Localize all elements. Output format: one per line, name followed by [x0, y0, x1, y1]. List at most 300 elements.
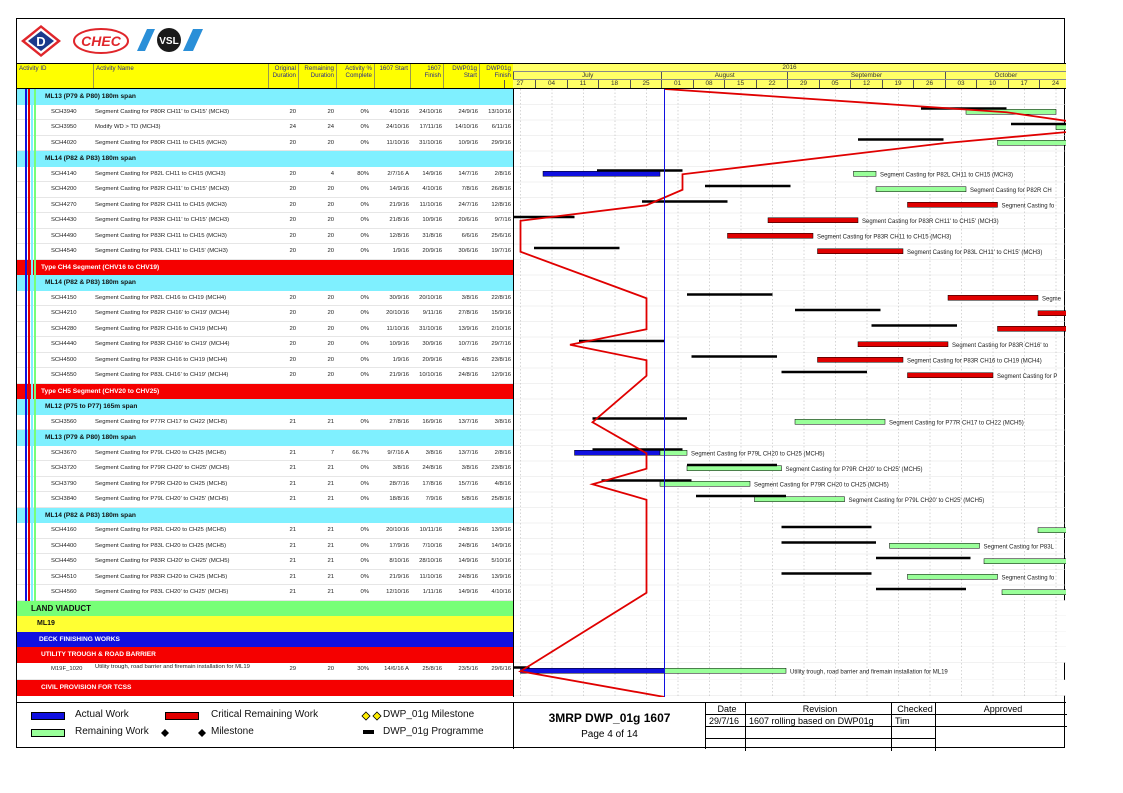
cell-dwp-start: 3/8/16 — [461, 465, 478, 471]
cell-dwp-finish: 9/7/16 — [494, 217, 511, 223]
remaining-work-bar — [984, 559, 1066, 564]
legend-milestone-dwp-label: DWP_01g Milestone — [383, 709, 475, 720]
activity-row[interactable] — [17, 167, 513, 183]
timeline-week: 29 — [787, 80, 819, 88]
cell-1607-finish: 30/9/16 — [422, 341, 442, 347]
group-header[interactable]: ML14 (P82 & P83) 180m span — [17, 151, 513, 167]
svg-text:CHEC: CHEC — [81, 33, 121, 49]
cell-activity-name: Segment Casting for P77R CH17 to CH22 (MCH5) — [95, 418, 228, 425]
cell-1607-finish: 20/9/16 — [422, 248, 442, 254]
cell-dwp-finish: 25/6/16 — [491, 232, 511, 239]
cell-activity-name: Segment Casting for P83L CH16' to CH19' (MCH4) — [95, 372, 229, 378]
rev-revision-header: Revision — [746, 703, 892, 715]
cell-activity-id: SCH4150 — [51, 294, 77, 301]
activity-row[interactable] — [17, 337, 513, 353]
cell-dwp-finish: 12/8/16 — [491, 201, 511, 208]
cell-activity-id: SCH4540 — [51, 248, 77, 254]
cell-activity-pct: 0% — [360, 356, 369, 363]
activity-row[interactable] — [17, 198, 513, 214]
activity-row[interactable] — [17, 539, 513, 555]
cell-original-duration: 20 — [289, 341, 296, 347]
cell-dwp-finish: 13/9/16 — [491, 527, 511, 533]
activity-row[interactable] — [17, 492, 513, 508]
group-header[interactable]: DECK FINISHING WORKS — [17, 632, 513, 648]
cell-activity-name: Segment Casting for P82R CH16' to CH19' (MCH4) — [95, 310, 230, 316]
bar-label: Segment Casting for P83R CH11' to CH15' (MCH3) — [862, 218, 999, 225]
rev-date-value: 29/7/16 — [706, 715, 746, 727]
cell-original-duration: 21 — [289, 496, 296, 502]
rev-empty-6 — [892, 739, 936, 751]
cell-1607-start: 30/9/16 — [389, 294, 409, 301]
chec-logo — [73, 27, 129, 55]
cell-dwp-start: 10/9/16 — [458, 139, 478, 146]
activity-row[interactable] — [17, 229, 513, 245]
rev-checked-value: Tim — [892, 715, 936, 727]
cell-activity-pct: 0% — [360, 248, 369, 254]
rev-empty-5 — [746, 739, 892, 751]
cell-original-duration: 20 — [289, 325, 296, 332]
dwp-programme-bar — [876, 588, 966, 591]
activity-row[interactable] — [17, 136, 513, 152]
bar-label: Segment Casting for P79L CH20 to CH25 (MCH5) — [691, 451, 825, 458]
bar-label: Segment Casting for P — [997, 373, 1058, 380]
cell-remaining-duration: 20 — [327, 201, 334, 208]
bar-label: Segment Casting for P77R CH17 to CH22 (MCH5) — [889, 420, 1024, 427]
cell-1607-finish: 9/11/16 — [422, 310, 442, 316]
bar-label: Segment Casting for P79L CH20' to CH25' (MCH5) — [848, 497, 985, 504]
cell-dwp-finish: 23/8/16 — [491, 465, 511, 471]
cell-dwp-start: 4/8/16 — [461, 356, 478, 363]
cell-activity-id: SCH4550 — [51, 372, 77, 378]
cell-1607-finish: 31/8/16 — [422, 232, 442, 239]
group-header[interactable]: UTILITY TROUGH & ROAD BARRIER — [17, 647, 513, 663]
cell-dwp-start: 14/7/16 — [458, 170, 478, 177]
cell-activity-name: Utility trough, road barrier and firemain installation for ML19 — [95, 663, 250, 670]
cell-activity-pct: 0% — [360, 480, 369, 487]
gantt-band — [514, 647, 1066, 663]
cell-activity-id: SCH4450 — [51, 558, 77, 564]
cell-1607-start: 21/9/16 — [389, 573, 409, 580]
cell-dwp-finish: 25/8/16 — [491, 496, 511, 502]
cell-activity-name: Segment Casting for P83R CH16' to CH19' (MCH4) — [95, 341, 230, 347]
cell-activity-pct: 0% — [360, 372, 369, 378]
cell-dwp-finish: 23/8/16 — [491, 356, 511, 363]
dwp-programme-bar — [705, 185, 791, 188]
cell-dwp-start: 24/9/16 — [458, 108, 478, 115]
activity-row[interactable] — [17, 446, 513, 462]
cell-activity-id: SCH3940 — [51, 108, 77, 115]
remaining-diamond-icon — [160, 728, 170, 738]
legend-milestone-label: Milestone — [211, 726, 254, 737]
activity-row[interactable] — [17, 663, 513, 681]
timeline-week: 05 — [819, 80, 851, 88]
remaining-work-bar — [687, 466, 782, 471]
cell-1607-finish: 20/9/16 — [422, 356, 442, 363]
cell-1607-finish: 10/9/16 — [422, 217, 442, 223]
cell-remaining-duration: 21 — [327, 558, 334, 564]
cell-1607-finish: 11/10/16 — [419, 201, 442, 208]
dwp-programme-bar — [602, 479, 692, 482]
group-header[interactable]: ML14 (P82 & P83) 180m span — [17, 508, 513, 524]
col-activity-pct[interactable]: Activity % Complete — [336, 64, 374, 88]
cell-1607-start: 2/7/16 A — [387, 170, 409, 177]
activity-row[interactable] — [17, 322, 513, 338]
group-header[interactable]: Type CH4 Segment (CHV16 to CHV19) — [17, 260, 513, 276]
critical-work-bar — [768, 218, 858, 223]
cell-activity-name: Segment Casting for P82R CH11' to CH15' (MCH3) — [95, 186, 230, 192]
activity-row[interactable] — [17, 105, 513, 121]
activity-row[interactable] — [17, 244, 513, 260]
cell-original-duration: 20 — [289, 372, 296, 378]
cell-1607-start: 9/7/16 A — [387, 449, 409, 456]
cell-1607-start: 4/10/16 — [389, 108, 409, 115]
dwp-programme-bar — [597, 169, 683, 172]
timeline-header — [513, 63, 1066, 89]
cell-activity-id: SCH4500 — [51, 356, 77, 363]
cell-dwp-finish: 29/7/16 — [491, 341, 511, 347]
remaining-work-bar — [998, 140, 1067, 145]
cell-activity-pct: 0% — [360, 217, 369, 223]
col-dwp-finish[interactable]: DWP01g Finish — [479, 64, 513, 88]
cell-activity-name: Segment Casting for P83R CH20' to CH25' (MCH5) — [95, 558, 230, 564]
legend-and-title-block — [17, 702, 1066, 749]
timeline-month: October — [945, 72, 1066, 79]
rev-revision-value: 1607 rolling based on DWP01g — [746, 715, 892, 727]
cell-dwp-finish: 3/8/16 — [494, 418, 511, 425]
cell-activity-pct: 80% — [357, 170, 369, 177]
cell-remaining-duration: 20 — [327, 372, 334, 378]
group-header[interactable]: LAND VIADUCT — [17, 601, 513, 617]
cell-original-duration: 20 — [289, 186, 296, 192]
cell-dwp-finish: 14/9/16 — [491, 542, 511, 549]
cell-original-duration: 24 — [289, 124, 296, 130]
cell-activity-name: Segment Casting for P82L CH11 to CH15 (MCH3) — [95, 170, 226, 177]
cell-dwp-start: 30/6/16 — [458, 248, 478, 254]
cell-1607-start: 21/8/16 — [389, 217, 409, 223]
cell-dwp-start: 20/6/16 — [458, 217, 478, 223]
bar-label: Segment Casting for P83L CH11' to CH15' (MCH3) — [907, 249, 1043, 256]
remaining-work-bar — [665, 668, 787, 673]
cell-1607-start: 21/9/16 — [389, 201, 409, 208]
cell-dwp-start: 14/10/16 — [455, 124, 478, 130]
column-header — [17, 63, 513, 89]
cell-1607-start: 1/9/16 — [392, 356, 409, 363]
remaining-work-bar — [854, 171, 877, 176]
cell-remaining-duration: 21 — [327, 527, 334, 533]
svg-text:D: D — [36, 34, 46, 49]
dwp-programme-bar — [782, 371, 868, 374]
cell-original-duration: 20 — [289, 108, 296, 115]
bar-label: Segment Casting for P83R CH16 to CH19 (MCH4) — [907, 358, 1042, 365]
cell-dwp-start: 23/5/16 — [458, 665, 478, 672]
activity-row[interactable] — [17, 477, 513, 493]
cell-remaining-duration: 24 — [327, 124, 334, 130]
cell-remaining-duration: 20 — [327, 294, 334, 301]
bar-label: Segment Casting for P83L — [983, 544, 1054, 551]
cell-1607-finish: 20/10/16 — [419, 294, 442, 301]
critical-work-bar — [908, 202, 998, 207]
remaining-work-bar — [1056, 125, 1066, 130]
cell-original-duration: 20 — [289, 139, 296, 146]
cell-original-duration: 20 — [289, 170, 296, 177]
schedule-title: 3MRP DWP_01g 1607 — [548, 711, 671, 725]
title-block — [513, 703, 705, 749]
cell-1607-start: 10/9/16 — [389, 341, 409, 347]
cell-1607-start: 28/7/16 — [389, 480, 409, 487]
rev-approved-header: Approved — [936, 703, 1067, 715]
cell-1607-start: 14/9/16 — [389, 186, 409, 192]
timeline-week: 01 — [661, 80, 693, 88]
legend-remaining-swatch — [31, 729, 65, 737]
bar-label: Utility trough, road barrier and firemain installation for ML19 — [790, 669, 948, 676]
cell-activity-id: SCH3840 — [51, 496, 77, 502]
cell-original-duration: 21 — [289, 480, 296, 487]
rev-checked-header: Checked — [892, 703, 936, 715]
cell-activity-pct: 0% — [360, 589, 369, 595]
cell-original-duration: 21 — [289, 573, 296, 580]
cell-dwp-finish: 29/6/16 — [491, 665, 511, 672]
cell-dwp-finish: 26/8/16 — [491, 186, 511, 192]
cell-dwp-start: 14/9/16 — [458, 589, 478, 595]
wbs-band-stripe — [25, 89, 27, 601]
col-original-duration[interactable]: Original Duration — [268, 64, 298, 88]
timeline-week: 24 — [1039, 80, 1071, 88]
timeline-week: 25 — [630, 80, 662, 88]
cell-activity-id: SCH3670 — [51, 449, 77, 456]
cell-activity-name: Segment Casting for P83R CH20 to CH25 (MCH5) — [95, 573, 228, 580]
cell-activity-id: SCH4440 — [51, 341, 77, 347]
cell-activity-id: SCH4140 — [51, 170, 77, 177]
cell-1607-finish: 3/8/16 — [425, 449, 442, 456]
group-header[interactable]: ML12 (P75 to P77) 165m span — [17, 399, 513, 415]
activity-row[interactable] — [17, 368, 513, 384]
rev-approved-value — [936, 715, 1067, 727]
cell-dwp-start: 13/9/16 — [458, 325, 478, 332]
vsl-logo — [133, 25, 205, 55]
cell-dwp-start: 27/8/16 — [458, 310, 478, 316]
col-1607-finish[interactable]: 1607 Finish — [410, 64, 443, 88]
cell-remaining-duration: 21 — [327, 465, 334, 471]
timeline-week: 11 — [567, 80, 599, 88]
cell-activity-id: SCH4430 — [51, 217, 77, 223]
remaining-work-bar — [908, 574, 998, 579]
cell-dwp-finish: 2/8/16 — [494, 449, 511, 456]
timeline-week: 12 — [850, 80, 882, 88]
cell-activity-pct: 0% — [360, 558, 369, 564]
cell-activity-pct: 0% — [360, 341, 369, 347]
cell-1607-start: 20/10/16 — [386, 310, 409, 316]
critical-work-bar — [1038, 311, 1066, 316]
programme-bar-icon — [363, 730, 374, 734]
activity-row[interactable] — [17, 415, 513, 431]
legend-actual-swatch — [31, 712, 65, 720]
cell-1607-finish: 10/10/16 — [419, 372, 442, 378]
remaining-work-bar — [795, 419, 885, 424]
cell-activity-pct: 0% — [360, 325, 369, 332]
cell-remaining-duration: 20 — [327, 186, 334, 192]
dragages-logo — [21, 25, 61, 57]
timeline-month: July — [513, 72, 661, 79]
bar-label: Segment Casting for P83R CH11 to CH15 (MCH3) — [817, 234, 952, 241]
cell-activity-pct: 66.7% — [352, 449, 369, 456]
cell-1607-start: 24/10/16 — [386, 124, 409, 130]
cell-1607-start: 1/9/16 — [392, 248, 409, 254]
activity-row[interactable] — [17, 585, 513, 601]
cell-remaining-duration: 21 — [327, 480, 334, 487]
cell-activity-pct: 0% — [360, 542, 369, 549]
cell-remaining-duration: 20 — [327, 217, 334, 223]
cell-1607-finish: 17/11/16 — [419, 124, 442, 130]
activity-row[interactable] — [17, 461, 513, 477]
cell-activity-name: Segment Casting for P83L CH11' to CH15' (MCH3) — [95, 248, 228, 254]
cell-dwp-start: 24/8/16 — [458, 542, 478, 549]
cell-activity-id: SCH4200 — [51, 186, 77, 192]
cell-activity-pct: 0% — [360, 139, 369, 146]
bar-label: Segment Casting fo — [1001, 203, 1055, 210]
cell-activity-name: Segment Casting for P83R CH11 to CH15 (MCH3) — [95, 232, 227, 239]
cell-1607-start: 11/10/16 — [386, 325, 409, 332]
cell-1607-finish: 7/9/16 — [425, 496, 442, 502]
cell-activity-id: SCH4560 — [51, 589, 77, 595]
cell-activity-name: Modify WD > TD (MCH3) — [95, 124, 161, 130]
timeline-month: August — [661, 72, 787, 79]
cell-dwp-start: 3/8/16 — [461, 294, 478, 301]
cell-activity-name: Segment Casting for P83L CH20' to CH25' (MCH5) — [95, 589, 229, 595]
rev-empty-4 — [706, 739, 746, 751]
col-activity-id[interactable]: Activity ID — [19, 65, 47, 72]
activity-row[interactable] — [17, 120, 513, 136]
cell-activity-pct: 0% — [360, 232, 369, 239]
timeline-week: 08 — [693, 80, 725, 88]
timeline-week: 27 — [504, 80, 536, 88]
remaining-work-bar — [755, 497, 845, 502]
timeline-week: 26 — [913, 80, 945, 88]
activity-row[interactable] — [17, 554, 513, 570]
cell-1607-start: 27/8/16 — [389, 418, 409, 425]
cell-activity-pct: 0% — [360, 201, 369, 208]
cell-1607-start: 8/10/16 — [389, 558, 409, 564]
col-remaining-duration[interactable]: Remaining Duration — [298, 64, 336, 88]
dwp-programme-bar — [876, 557, 971, 560]
dwp-programme-bar — [593, 417, 688, 420]
cell-1607-finish: 25/8/16 — [422, 665, 442, 672]
cell-activity-name: Segment Casting for P83R CH16 to CH19 (MCH4) — [95, 356, 228, 363]
activity-row[interactable] — [17, 353, 513, 369]
cell-remaining-duration: 20 — [327, 232, 334, 239]
cell-activity-pct: 0% — [360, 124, 369, 130]
cell-1607-finish: 17/8/16 — [422, 480, 442, 487]
cell-activity-id: SCH4210 — [51, 310, 77, 316]
cell-original-duration: 21 — [289, 542, 296, 549]
cell-original-duration: 21 — [289, 558, 296, 564]
cell-activity-id: M19F_1020 — [51, 665, 83, 672]
group-header[interactable]: ML13 (P79 & P80) 180m span — [17, 89, 513, 105]
cell-activity-name: Segment Casting for P79R CH20 to CH25 (MCH5) — [95, 480, 228, 487]
bar-label: Segment Casting for P82L CH11 to CH15 (MCH3) — [880, 172, 1014, 179]
timeline-weeks — [513, 80, 1066, 88]
bar-label: Segment Casting for P79R CH20' to CH25' (MCH5) — [785, 466, 923, 473]
cell-remaining-duration: 21 — [327, 589, 334, 595]
cell-1607-finish: 1/11/16 — [422, 589, 442, 595]
cell-remaining-duration: 21 — [327, 573, 334, 580]
cell-1607-start: 12/8/16 — [389, 232, 409, 239]
cell-dwp-finish: 13/9/16 — [491, 573, 511, 580]
timeline-week: 19 — [882, 80, 914, 88]
group-header[interactable]: ML14 (P82 & P83) 180m span — [17, 275, 513, 291]
group-header[interactable]: Type CH5 Segment (CHV20 to CHV25) — [17, 384, 513, 400]
cell-1607-finish: 16/9/16 — [422, 418, 442, 425]
cell-1607-start: 17/9/16 — [389, 542, 409, 549]
cell-dwp-start: 15/7/16 — [458, 480, 478, 487]
cell-activity-pct: 0% — [360, 294, 369, 301]
col-dwp-start[interactable]: DWP01g Start — [443, 64, 479, 88]
timeline-month: September — [787, 72, 945, 79]
legend-programme-label: DWP_01g Programme — [383, 726, 484, 737]
cell-1607-finish: 31/10/16 — [419, 325, 442, 332]
cell-activity-pct: 30% — [357, 665, 369, 672]
critical-work-bar — [908, 373, 994, 378]
cell-activity-name: Segment Casting for P82R CH11 to CH15 (MCH3) — [95, 201, 227, 208]
cell-1607-finish: 24/10/16 — [419, 108, 442, 115]
cell-dwp-start: 5/8/16 — [461, 496, 478, 502]
actual-work-bar — [543, 171, 660, 176]
critical-work-bar — [998, 326, 1067, 331]
cell-1607-start: 14/6/16 A — [384, 665, 409, 672]
group-header[interactable]: ML13 (P79 & P80) 180m span — [17, 430, 513, 446]
critical-work-bar — [948, 295, 1038, 300]
cell-activity-pct: 0% — [360, 496, 369, 502]
cell-1607-start: 3/8/16 — [392, 465, 409, 471]
col-activity-name[interactable]: Activity Name — [93, 64, 268, 88]
bar-label: Segment Casting fo — [1001, 575, 1055, 582]
activity-row[interactable] — [17, 213, 513, 229]
col-1607-start[interactable]: 1607 Start — [374, 64, 410, 88]
cell-activity-name: Segment Casting for P79L CH20 to CH25 (MCH5) — [95, 449, 227, 456]
activity-row[interactable] — [17, 523, 513, 539]
logo-bar — [17, 19, 1066, 63]
cell-original-duration: 29 — [289, 665, 296, 672]
cell-1607-finish: 31/10/16 — [419, 139, 442, 146]
activity-row[interactable] — [17, 182, 513, 198]
timeline-year: 2016 — [513, 64, 1066, 72]
cell-original-duration: 21 — [289, 449, 296, 456]
activity-row[interactable] — [17, 306, 513, 322]
critical-work-bar — [728, 233, 814, 238]
timeline-week: 04 — [535, 80, 567, 88]
cell-original-duration: 21 — [289, 465, 296, 471]
critical-work-bar — [818, 357, 904, 362]
rev-date-header: Date — [706, 703, 746, 715]
cell-activity-name: Segment Casting for P82R CH16 to CH19 (MCH4) — [95, 325, 228, 332]
cell-dwp-start: 10/7/16 — [458, 341, 478, 347]
cell-dwp-start: 24/8/16 — [458, 573, 478, 580]
cell-remaining-duration: 20 — [327, 356, 334, 363]
cell-dwp-start: 7/8/16 — [461, 186, 478, 192]
activity-row[interactable] — [17, 291, 513, 307]
activity-row[interactable] — [17, 570, 513, 586]
cell-dwp-finish: 4/10/16 — [491, 589, 511, 595]
cell-original-duration: 21 — [289, 589, 296, 595]
remaining-work-bar — [890, 543, 980, 548]
cell-activity-name: Segment Casting for P83L CH20 to CH25 (MCH5) — [95, 542, 227, 549]
group-header[interactable]: CIVIL PROVISION FOR TCSS — [17, 680, 513, 696]
cell-activity-name: Segment Casting for P80R CH11 to CH15 (MCH3) — [95, 139, 227, 146]
cell-dwp-start: 6/6/16 — [461, 232, 478, 239]
dwp-programme-bar — [782, 541, 877, 544]
dwp-programme-bar — [696, 495, 786, 498]
group-header[interactable]: ML19 — [17, 616, 513, 632]
page-number: Page 4 of 14 — [581, 729, 638, 740]
